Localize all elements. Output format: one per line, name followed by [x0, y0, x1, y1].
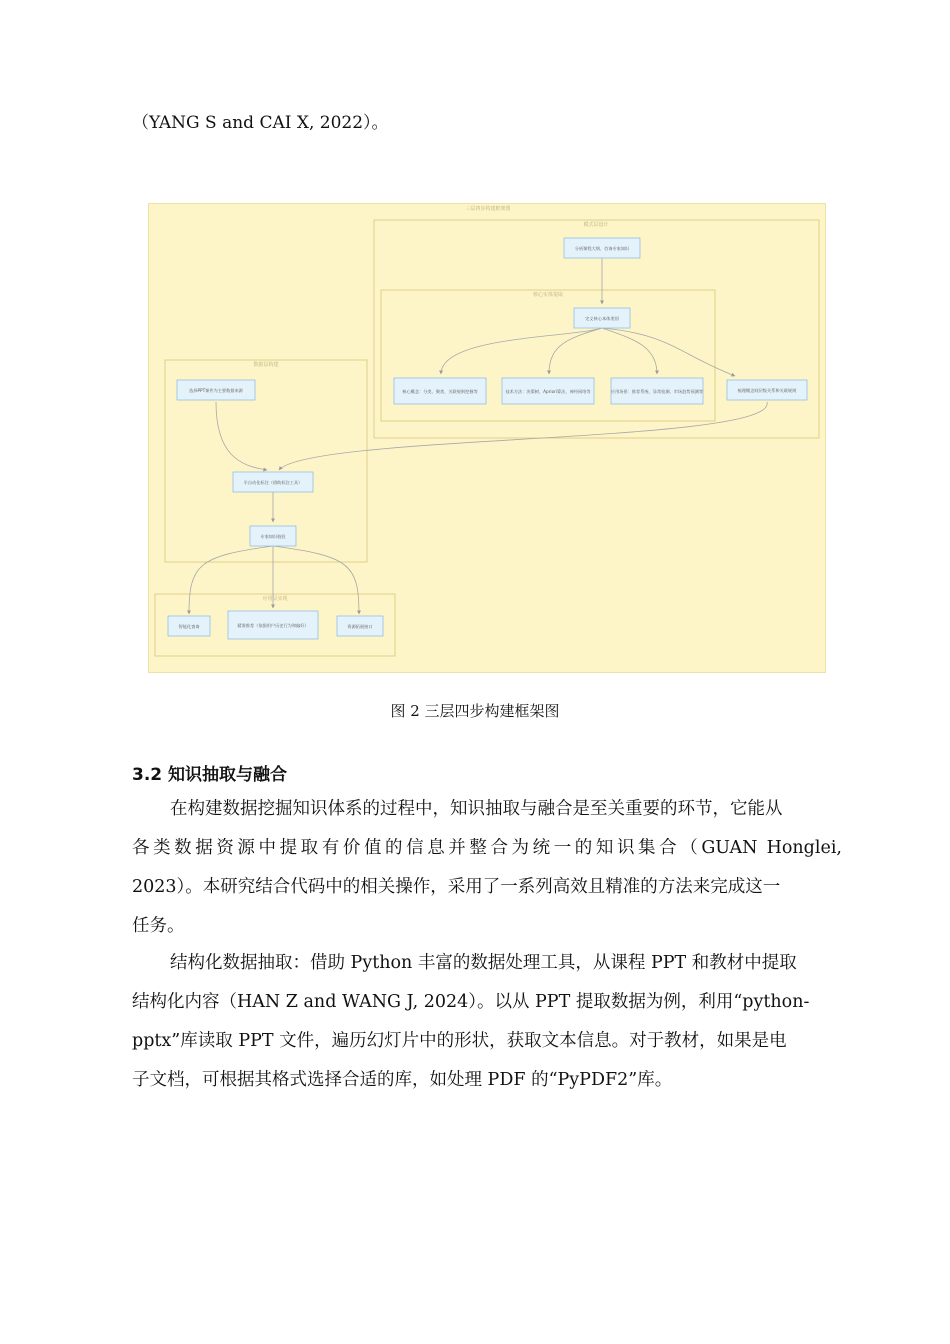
paragraph-line: 在构建数据挖掘知识体系的过程中，知识抽取与融合是至关重要的环节，它能从 — [170, 799, 783, 819]
group-mode-design-label: 模式层设计 — [583, 222, 609, 228]
group-app-layer-label: 应用层实现 — [262, 596, 288, 602]
node-expert: 专家知识校验 — [260, 534, 286, 539]
figure-caption: 图 2 三层四步构建框架图 — [390, 702, 560, 720]
framework-diagram — [149, 204, 827, 674]
paragraph-1 — [132, 790, 842, 946]
group-core-entity-label: 核心实体提取 — [532, 292, 564, 298]
node-interface: 资源拓展接口 — [347, 624, 373, 629]
top-citation: （YANG S and CAI X, 2022）。 — [132, 113, 389, 133]
node-analyze: 分析课程大纲、咨询专家知识 — [574, 246, 630, 251]
node-qa: 智能化查询 — [178, 624, 200, 629]
framework-figure — [148, 203, 826, 673]
paragraph-line: 各类数据资源中提取有价值的信息并整合为统一的知识集合（GUAN Honglei, — [132, 838, 842, 858]
node-select-ppt: 选择PPT课件为主要数据来源 — [189, 388, 243, 393]
section-heading: 3.2 知识抽取与融合 — [132, 765, 288, 785]
node-tech-method: 技术方法：决策树、Apriori算法、神经网络等 — [505, 389, 591, 394]
paragraph-line: 2023）。本研究结合代码中的相关操作，采用了一系列高效且精准的方法来完成这一 — [132, 877, 781, 897]
paragraph-line: 结构化内容（HAN Z and WANG J, 2024）。以从 PPT 提取数据为例，利用“python- — [132, 992, 810, 1012]
paragraph-2 — [132, 944, 842, 1100]
node-semi-auto: 半自动化标注（借助标注工具） — [243, 480, 303, 485]
figure-title: 三层四步构建框架图 — [465, 206, 511, 212]
node-recommend: 精准推荐（依据用户历史行为和偏好） — [237, 623, 309, 628]
paragraph-line: pptx”库读取 PPT 文件，遍历幻灯片中的形状，获取文本信息。对于教材，如果是电 — [132, 1031, 787, 1051]
node-define: 定义核心本体类别 — [585, 316, 619, 321]
node-app-scene: 应用场景：推荐系统、异常检测、市场趋势预测等 — [610, 389, 704, 394]
node-core-concept: 核心概念：分类、聚类、关联规则挖掘等 — [402, 389, 478, 394]
paragraph-line: 任务。 — [132, 916, 185, 936]
paragraph-line: 结构化数据抽取：借助 Python 丰富的数据处理工具，从课程 PPT 和教材中提取 — [170, 953, 797, 973]
node-relation: 梳理概念间层级关系和关联规则 — [737, 388, 797, 393]
paragraph-line: 子文档，可根据其格式选择合适的库，如处理 PDF 的“PyPDF2”库。 — [132, 1070, 673, 1090]
group-data-layer-label: 数据层构建 — [253, 362, 279, 368]
